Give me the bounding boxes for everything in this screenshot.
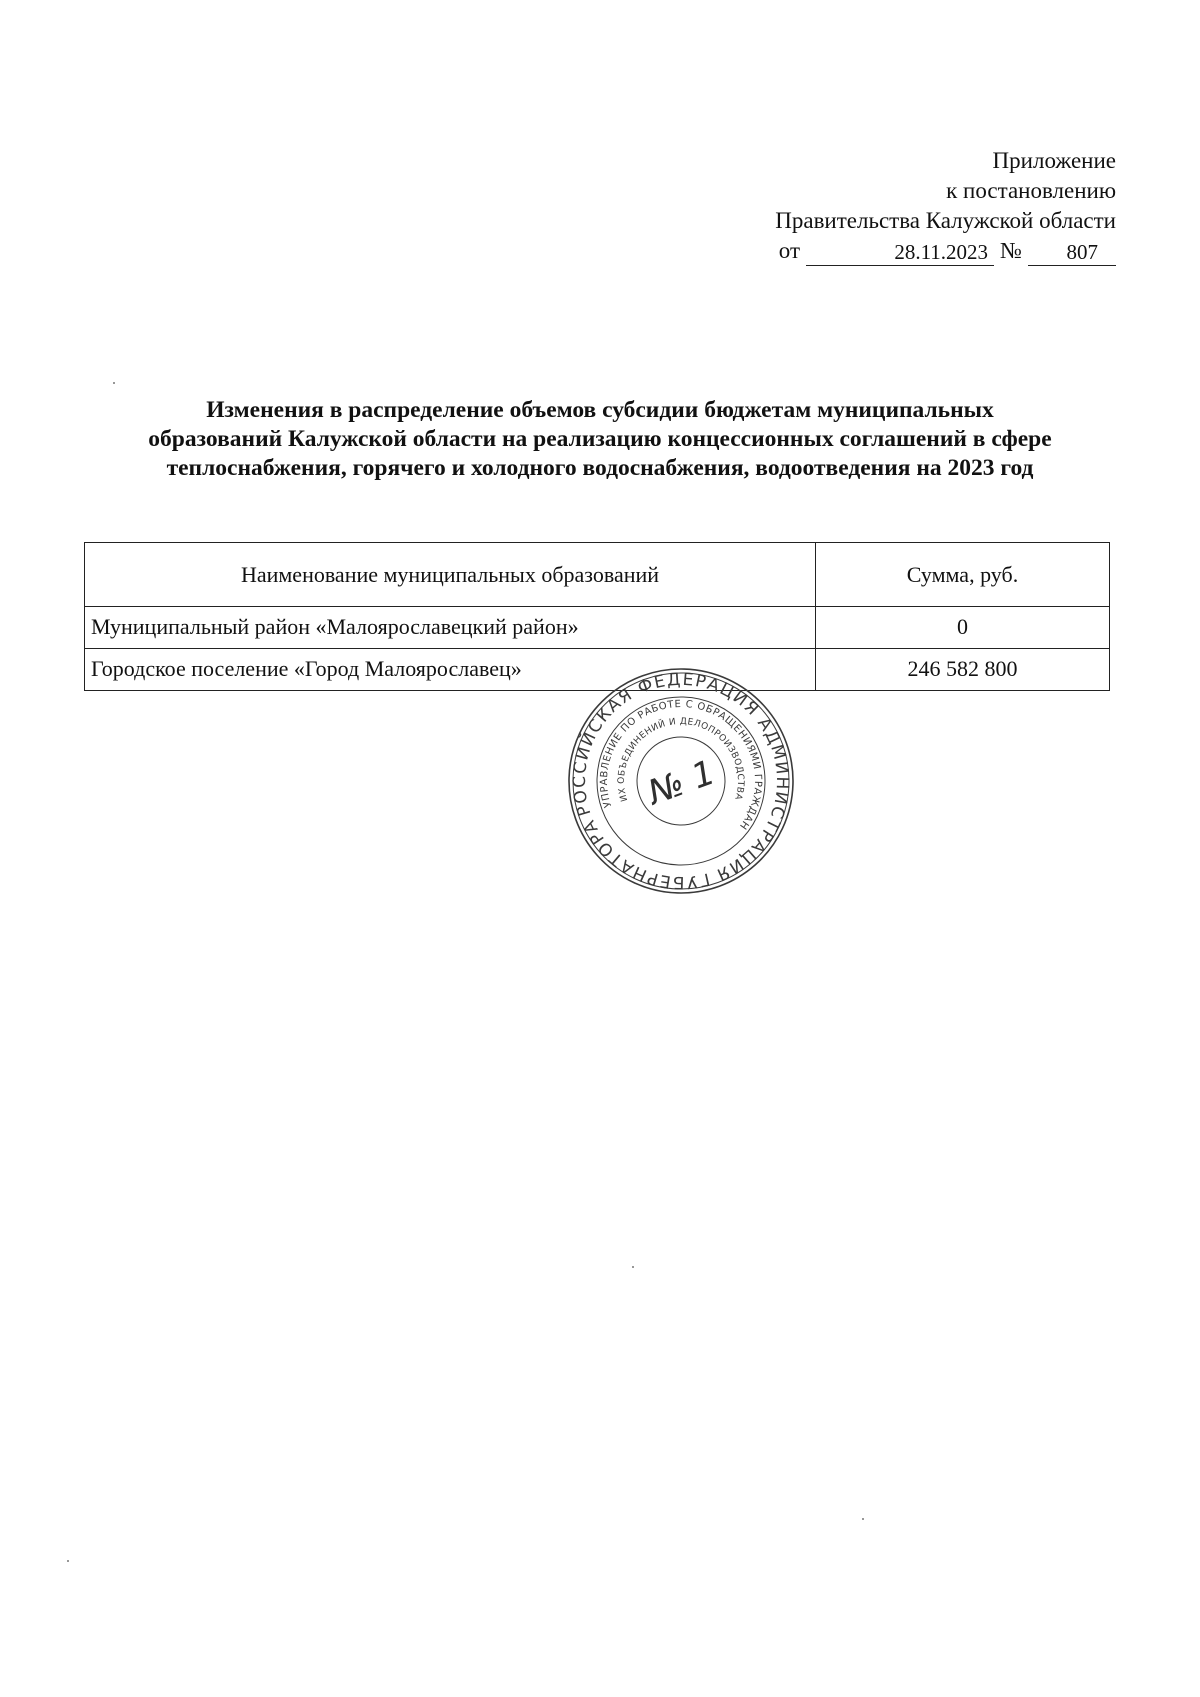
row-amount: 246 582 800: [816, 649, 1110, 691]
scan-speck: [113, 382, 115, 384]
appendix-to-resolution: к постановлению: [946, 178, 1116, 203]
seal-center-number: № 1: [642, 752, 721, 814]
resolution-date: 28.11.2023: [806, 239, 994, 266]
seal-middle-text: УПРАВЛЕНИЕ ПО РАБОТЕ С ОБРАЩЕНИЯМИ ГРАЖДАН: [598, 698, 764, 832]
row-amount: 0: [816, 607, 1110, 649]
row-municipality-name: Муниципальный район «Малоярославецкий район»: [85, 607, 816, 649]
title-line-2: образований Калужской области на реализацию концессионных соглашений в сфере: [148, 426, 1052, 452]
row-municipality-name: Городское поселение «Город Малоярославец»: [85, 649, 816, 691]
seal-inner-text: ИХ ОБЪЕДИНЕНИЙ И ДЕЛОПРОИЗВОДСТВА: [616, 716, 746, 803]
table-header-row: [85, 543, 1110, 607]
resolution-number: 807: [1028, 239, 1116, 266]
title-line-1: Изменения в распределение объемов субсидии бюджетам муниципальных: [206, 397, 994, 423]
table-row: [85, 607, 1110, 649]
scan-speck: [632, 1266, 634, 1268]
appendix-label: Приложение: [992, 148, 1116, 173]
from-label: от: [778, 238, 801, 263]
header-amount: Сумма, руб.: [816, 543, 1110, 607]
appendix-government: Правительства Калужской области: [775, 208, 1116, 233]
number-label: №: [1000, 238, 1022, 263]
appendix-date-line: [775, 236, 1116, 266]
scan-speck: [67, 1560, 69, 1562]
appendix-header: [775, 146, 1116, 266]
document-title: [86, 396, 1114, 483]
header-municipality: Наименование муниципальных образований: [85, 543, 816, 607]
official-seal: [566, 666, 796, 896]
seal-outer-text: РОССИЙСКАЯ ФЕДЕРАЦИЯ АДМИНИСТРАЦИЯ ГУБЕРНАТОРА: [569, 669, 793, 893]
scan-speck: [862, 1518, 864, 1520]
title-line-3: теплоснабжения, горячего и холодного водоснабжения, водоотведения на 2023 год: [166, 455, 1034, 481]
